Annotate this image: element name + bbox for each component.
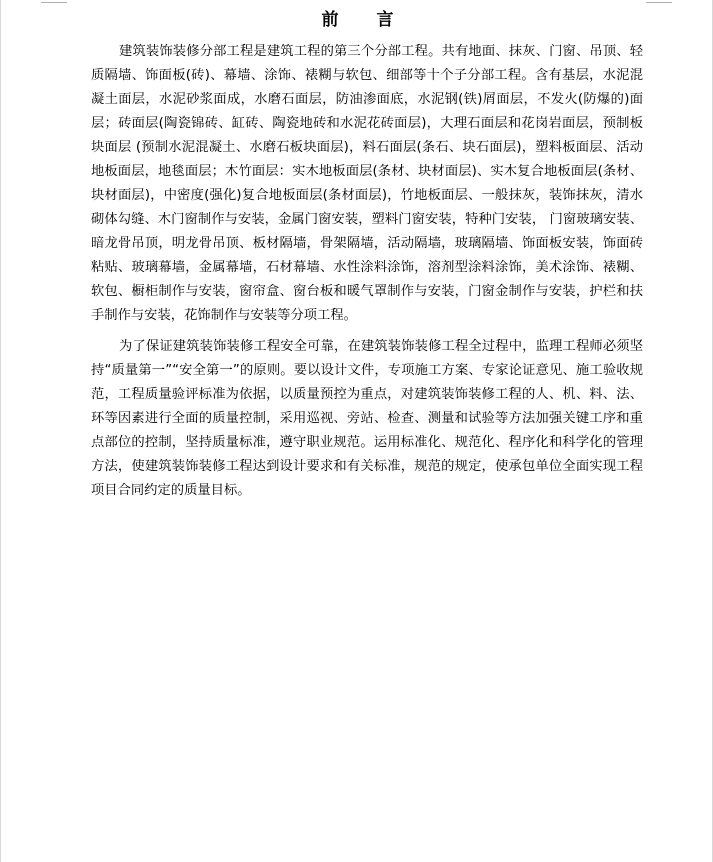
crop-mark-top-left [41, 2, 67, 3]
document-body [91, 40, 643, 510]
paragraph-1: 建筑装饰装修分部工程是建筑工程的第三个分部工程。共有地面、抹灰、门窗、吊顶、轻质隔墙、饰面板(砖)、幕墙、涂饰、裱糊与软包、细部等十个子分部工程。含有基层，水泥混凝土面层，水泥砂浆面成，水磨石面层，防油渗面底，水泥钢(铁)屑面层，不发火(防爆的)面层；砖面层(陶瓷锦砖、缸砖、陶瓷地砖和水泥花砖面层)，大理石面层和花岗岩面层，预制板块面层 (预制水泥混凝土、水磨石板块面层)，料石面层(条石、块石面层)，塑料板面层、活动地板面层，地毯面层；木竹面层：实木地板面层(条材、块材面层)、实木复合地板面层(条材、块材面层)，中密度(强化)复合地板面层(条材面层)，竹地板面层、一般抹灰，装饰抹灰，清水砌体勾缝、木门窗制作与安装，金属门窗安装，塑料门窗安装，特种门安装， 门窗玻璃安装、暗龙骨吊顶，明龙骨吊顶、板材隔墙，骨架隔墙，活动隔墙，玻璃隔墙、饰面板安装，饰面砖粘贴、玻璃幕墙，金属幕墙，石材幕墙、水性涂料涂饰，溶剂型涂料涂饰，美术涂饰、裱糊、软包、橱柜制作与安装，窗帘盒、窗台板和暖气罩制作与安装，门窗金制作与安装，护栏和扶手制作与安装，花饰制作与安装等分项工程。 [91, 44, 643, 323]
page-title: 前言 [321, 10, 432, 30]
paragraph-2: 为了保证建筑装饰装修工程安全可靠，在建筑装饰装修工程全过程中，监理工程师必须坚持“质量第一”“安全第一”的原则。要以设计文件，专项施工方案、专家论证意见、施工验收规范，工程质量验评标准为依据，以质量预控为重点，对建筑装饰装修工程的人、机、料、法、环等因素进行全面的质量控制，采用巡视、旁站、检查、测量和试验等方法加强关键工序和重点部位的控制，坚持质量标准，遵守职业规范。运用标准化、规范化、程序化和科学化的管理方法，使建筑装饰装修工程达到设计要求和有关标准，规范的规定，使承包单位全面实现工程项目合同约定的质量目标。 [91, 339, 643, 498]
crop-mark-top-right [646, 2, 672, 3]
